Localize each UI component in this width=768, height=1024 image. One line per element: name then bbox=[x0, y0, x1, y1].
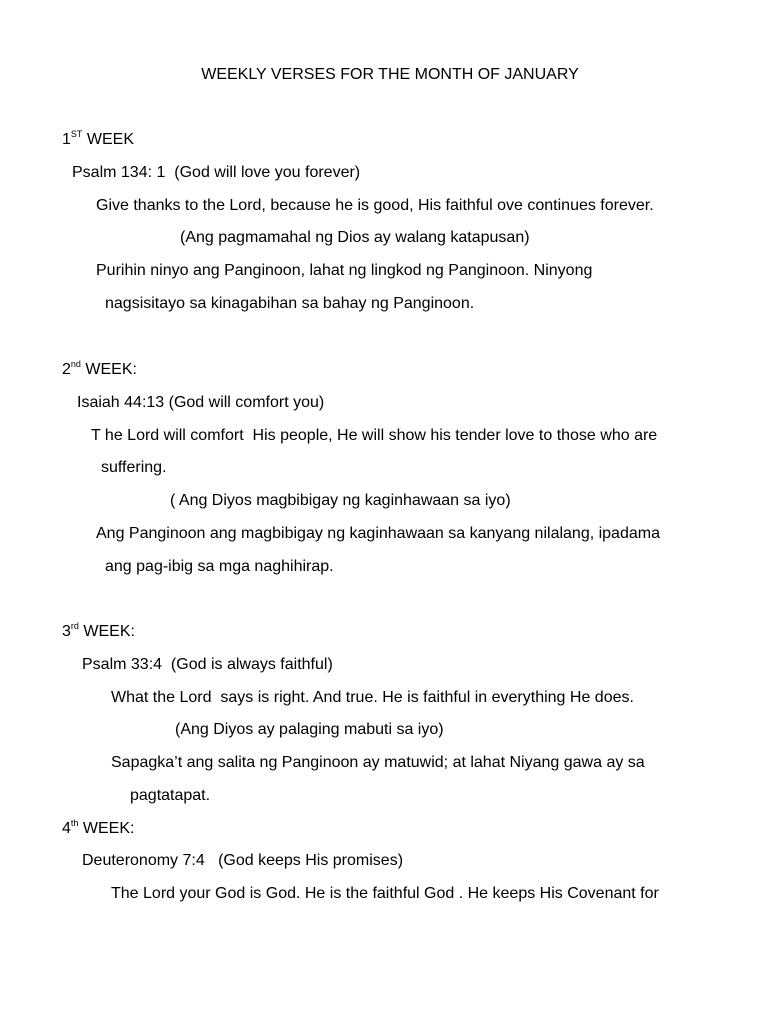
week-number: 3 bbox=[62, 623, 71, 640]
week-2-english-line-2: suffering. bbox=[101, 459, 167, 476]
week-number: 4 bbox=[62, 820, 71, 837]
week-ordinal: th bbox=[70, 818, 79, 828]
week-1-verse-reference: Psalm 134: 1 (God will love you forever) bbox=[72, 164, 361, 181]
week-2-verse-reference: Isaiah 44:13 (God will comfort you) bbox=[77, 394, 325, 411]
week-ordinal: rd bbox=[70, 621, 79, 631]
week-label: WEEK bbox=[82, 131, 134, 148]
week-ordinal: ST bbox=[70, 129, 83, 139]
week-label: WEEK: bbox=[78, 623, 135, 640]
week-2-tagalog-line-1: Ang Panginoon ang magbibigay ng kaginhawaan sa kanyang nilalang, ipadama bbox=[96, 525, 660, 542]
week-3-tagalog-line-2: pagtatapat. bbox=[130, 787, 211, 804]
week-3-verse-reference: Psalm 33:4 (God is always faithful) bbox=[82, 656, 333, 673]
week-3-english-line-1: What the Lord says is right. And true. He is faithful in everything He does. bbox=[111, 689, 634, 706]
week-2-tagalog-line-2: ang pag-ibig sa mga naghihirap. bbox=[105, 558, 334, 575]
week-2-tagalog-title: ( Ang Diyos magbibigay ng kaginhawaan sa iyo) bbox=[170, 492, 511, 509]
week-1-tagalog-line-1: Purihin ninyo ang Panginoon, lahat ng lingkod ng Panginoon. Ninyong bbox=[96, 262, 593, 279]
week-3-tagalog-title: (Ang Diyos ay palaging mabuti sa iyo) bbox=[175, 721, 444, 738]
week-4-verse-reference: Deuteronomy 7:4 (God keeps His promises) bbox=[82, 852, 404, 869]
week-4-heading bbox=[62, 819, 134, 839]
week-label: WEEK: bbox=[80, 361, 137, 378]
week-1-tagalog-title: (Ang pagmamahal ng Dios ay walang katapusan) bbox=[180, 229, 530, 246]
week-3-heading bbox=[62, 622, 135, 642]
week-2-heading bbox=[62, 360, 137, 380]
week-number: 2 bbox=[62, 361, 71, 378]
week-1-heading bbox=[62, 130, 134, 150]
week-4-english-line-1: The Lord your God is God. He is the faithful God . He keeps His Covenant for bbox=[111, 885, 659, 902]
week-label: WEEK: bbox=[78, 820, 135, 837]
week-3-tagalog-line-1: Sapagka’t ang salita ng Panginoon ay matuwid; at lahat Niyang gawa ay sa bbox=[111, 754, 645, 771]
week-number: 1 bbox=[62, 131, 71, 148]
week-1-english-line-1: Give thanks to the Lord, because he is good, His faithful ove continues forever. bbox=[96, 197, 654, 214]
week-2-english-line-1: T he Lord will comfort His people, He will show his tender love to those who are bbox=[91, 427, 658, 444]
document-title: WEEKLY VERSES FOR THE MONTH OF JANUARY bbox=[201, 66, 579, 83]
week-1-tagalog-line-2: nagsisitayo sa kinagabihan sa bahay ng Panginoon. bbox=[105, 295, 475, 312]
week-ordinal: nd bbox=[70, 359, 81, 369]
